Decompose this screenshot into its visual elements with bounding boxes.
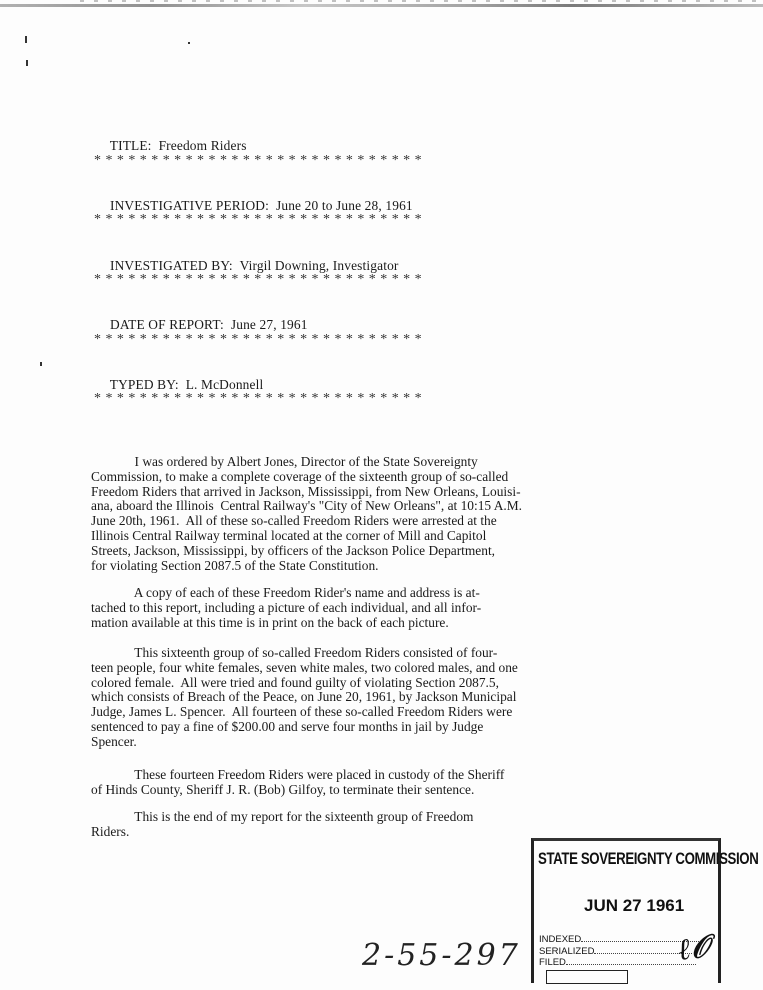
text-line: A copy of each of these Freedom Rider's name and address is at-: [91, 585, 480, 600]
separator: *****************************: [94, 212, 427, 227]
investigator-value: Virgil Downing, Investigator: [239, 258, 399, 273]
typed-by-label: TYPED BY:: [109, 377, 179, 392]
handwritten-file-number: 2-55-297: [362, 938, 521, 973]
text-line: which consists of Breach of the Peace, on June 20, 1961, by Jackson Municipal: [91, 689, 517, 705]
investigator-label: INVESTIGATED BY:: [110, 258, 233, 273]
paragraph-arrest: [91, 455, 701, 573]
text-line: Streets, Jackson, Mississippi, by officers of the Jackson Police Department,: [91, 542, 496, 558]
period-label: INVESTIGATIVE PERIOD:: [110, 198, 269, 213]
text-line: Spencer.: [91, 733, 137, 749]
stamp-field-indexed: INDEXED: [539, 934, 701, 946]
text-line: mation available at this time is in print on the back of each picture.: [91, 614, 449, 630]
separator: *****************************: [94, 332, 427, 347]
text-line: teen people, four white females, seven white males, two colored males, and one: [91, 659, 518, 675]
title-label: TITLE:: [109, 138, 152, 153]
text-line: Riders.: [91, 823, 130, 839]
stamp-title: STATE SOVEREIGNTY COMMISSION: [538, 849, 759, 868]
separator: *****************************: [94, 153, 427, 168]
stamp-date: JUN 27 1961: [584, 896, 685, 915]
stamp-field-filed: FILED: [539, 957, 701, 969]
text-line: This is the end of my report for the sixteenth group of Freedom: [91, 809, 474, 824]
paragraph-custody: [91, 768, 701, 798]
text-line: tached to this report, including a picture of each individual, and all infor-: [91, 599, 482, 615]
report-date-value: June 27, 1961: [230, 317, 308, 332]
text-line: sentenced to pay a fine of $200.00 and serve four months in jail by Judge: [91, 718, 484, 734]
text-line: Illinois Central Railway terminal located at the corner of Mill and Capitol: [91, 527, 487, 543]
text-line: I was ordered by Albert Jones, Director of the State Sovereignty: [91, 454, 478, 469]
separator: *****************************: [94, 391, 427, 406]
report-date-label: DATE OF REPORT:: [110, 317, 224, 332]
text-line: Commission, to make a complete coverage of the sixteenth group of so-called: [91, 468, 509, 484]
commission-received-stamp: [531, 838, 759, 983]
text-line: This sixteenth group of so-called Freedom Riders consisted of four-: [91, 645, 498, 660]
handwritten-initials: ℓ𝒪: [675, 928, 712, 969]
text-line: Freedom Riders that arrived in Jackson, Mississippi, from New Orleans, Louisi-: [91, 483, 521, 499]
stamp-box: [546, 970, 628, 984]
typed-by-value: L. McDonnell: [185, 377, 264, 392]
text-line: ana, aboard the Illinois Central Railway's "City of New Orleans", at 10:15 A.M.: [91, 498, 522, 514]
separator: *****************************: [94, 272, 427, 287]
text-line: for violating Section 2087.5 of the State Constitution.: [91, 557, 379, 573]
paragraph-group-details: [91, 646, 701, 750]
text-line: June 20th, 1961. All of these so-called Freedom Riders were arrested at the: [91, 513, 497, 529]
paragraph-attachments: [91, 586, 701, 630]
period-value: June 20 to June 28, 1961: [276, 198, 413, 213]
stamp-field-serialized: SERIALIZED: [539, 946, 701, 958]
title-value: Freedom Riders: [158, 138, 247, 153]
text-line: These fourteen Freedom Riders were placed in custody of the Sheriff: [91, 767, 505, 782]
text-line: of Hinds County, Sheriff J. R. (Bob) Gilfoy, to terminate their sentence.: [91, 781, 475, 797]
paragraph-closing: [91, 810, 701, 840]
text-line: colored female. All were tried and found guilty of violating Section 2087.5,: [91, 674, 499, 690]
text-line: Judge, James L. Spencer. All fourteen of these so-called Freedom Riders were: [91, 704, 513, 720]
